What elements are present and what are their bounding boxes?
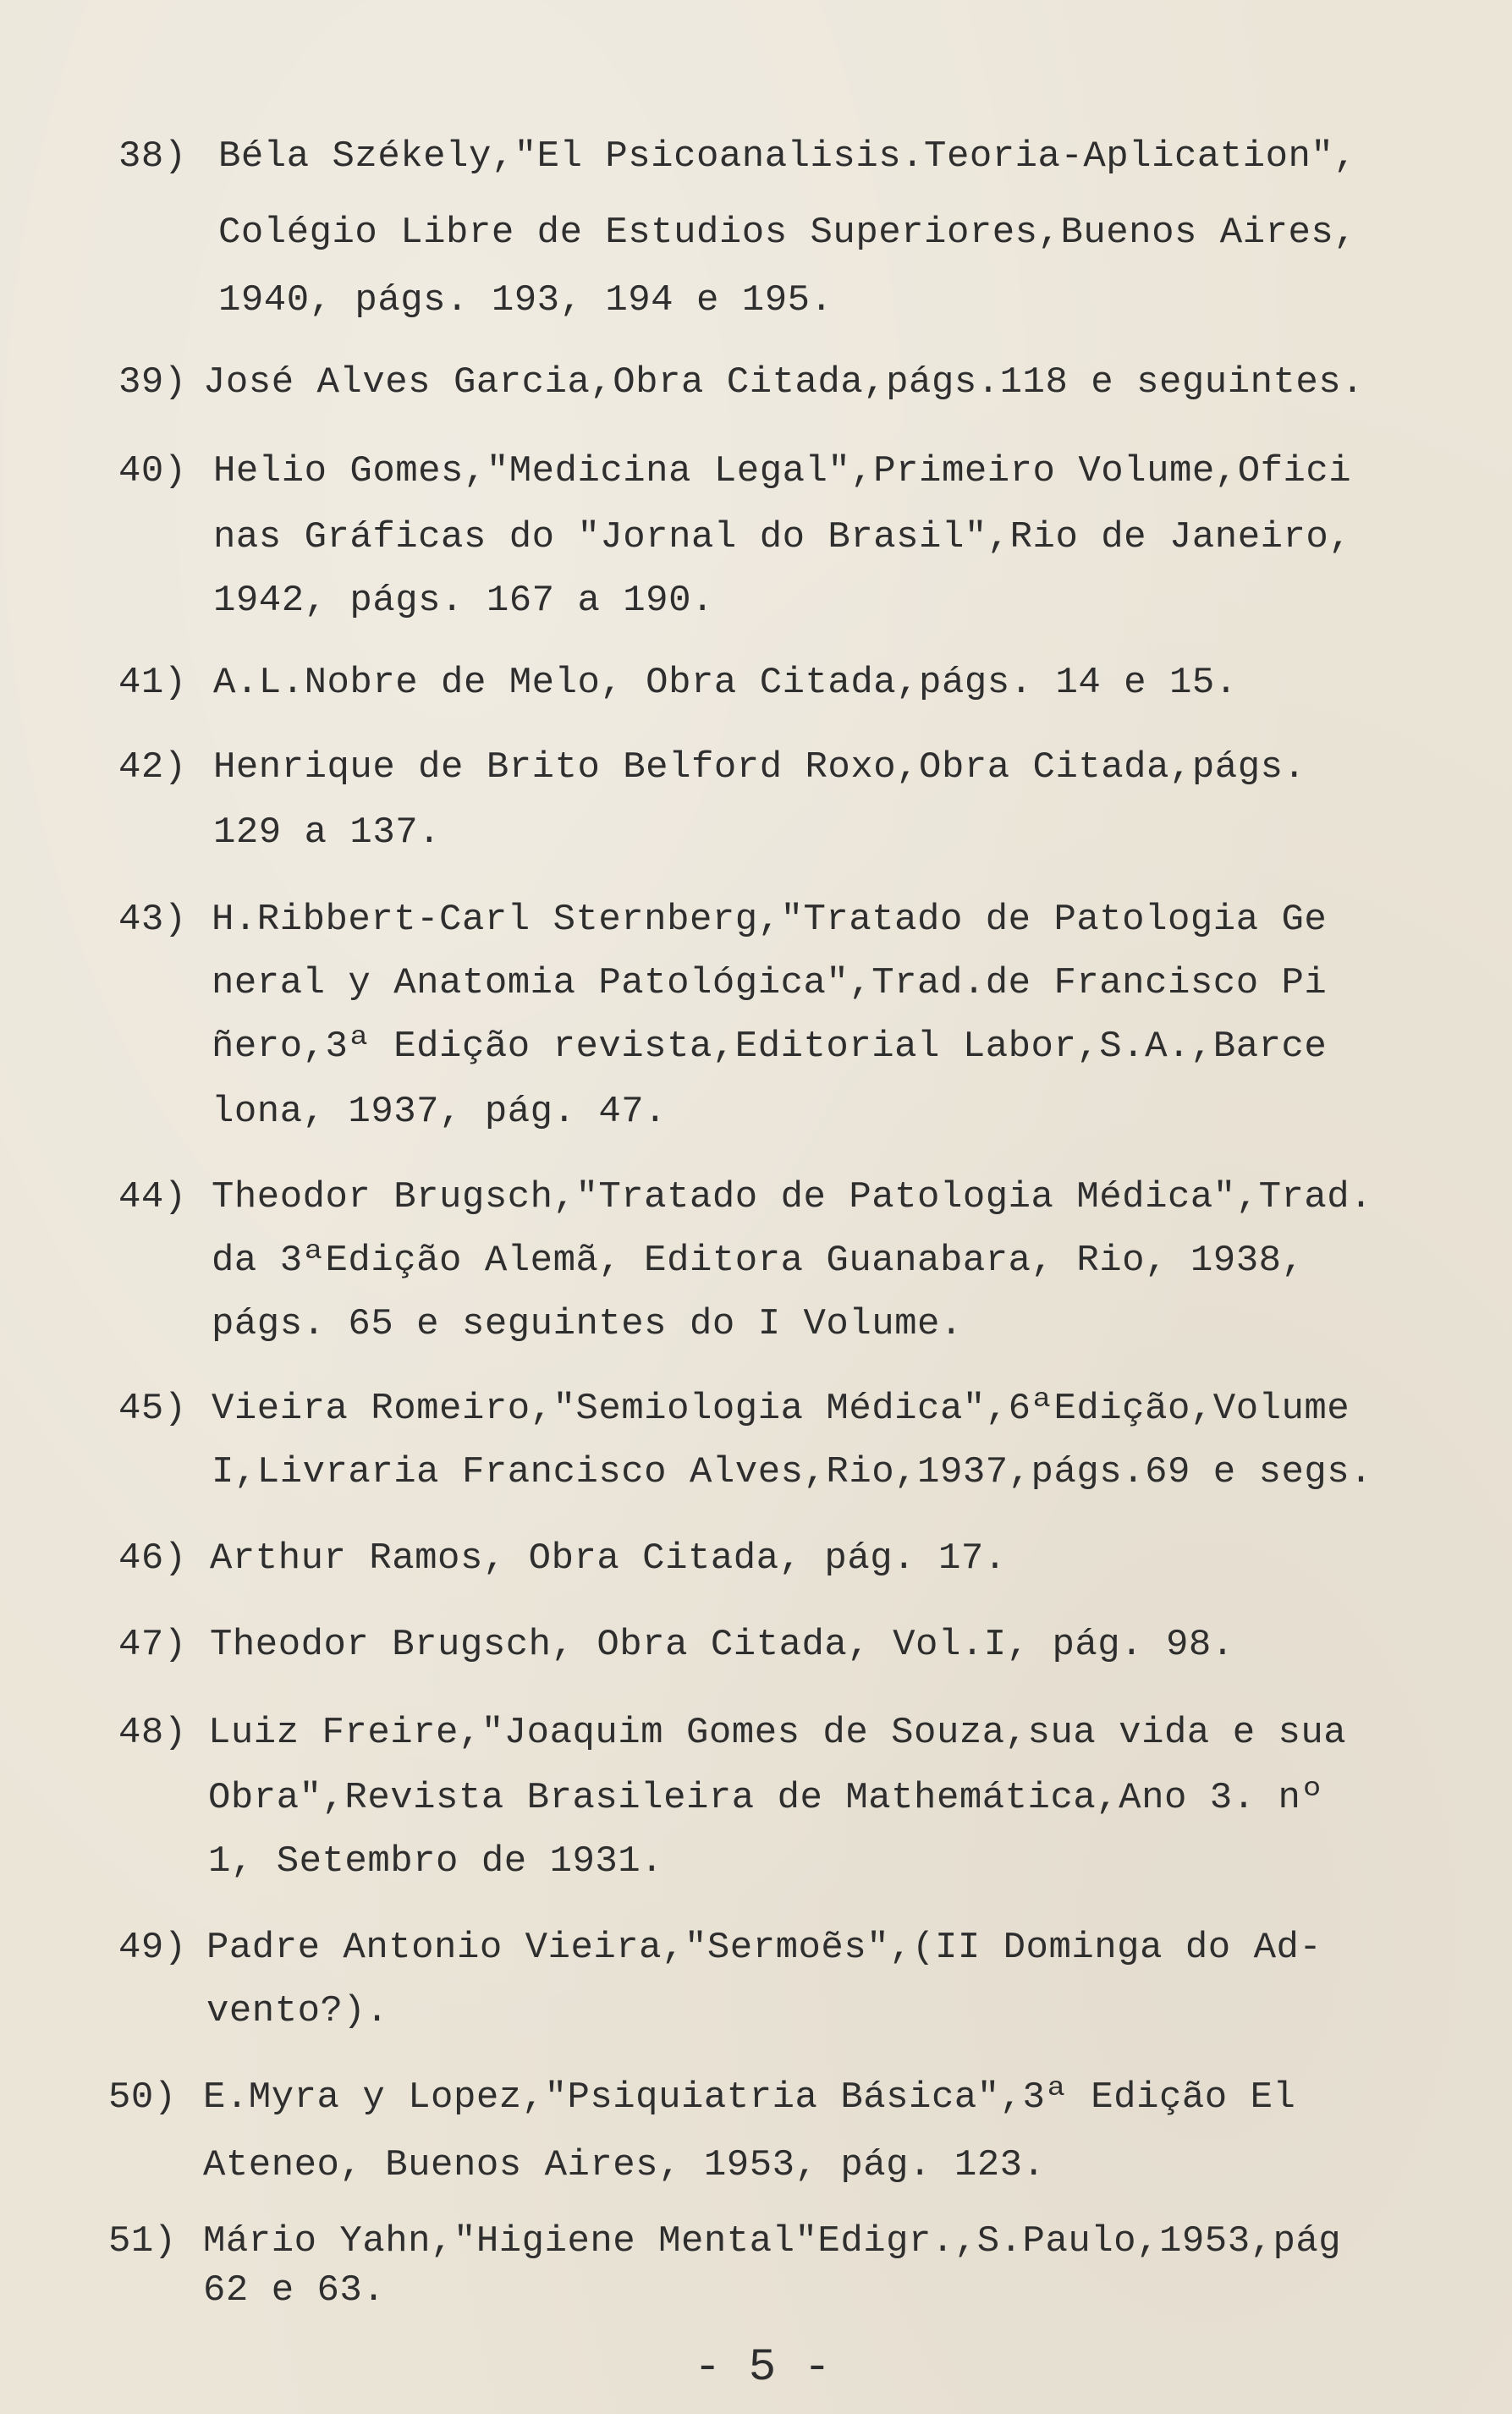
note-number: 49): [118, 1927, 187, 1969]
note-line: nas Gráficas do "Jornal do Brasil",Rio de Janeiro,: [213, 516, 1352, 558]
note-line: José Alves Garcia,Obra Citada,págs.118 e seguintes.: [203, 361, 1365, 404]
note-number: 47): [118, 1624, 187, 1666]
note-line: lona, 1937, pág. 47.: [212, 1091, 668, 1133]
note-line: Henrique de Brito Belford Roxo,Obra Citada,págs.: [213, 746, 1306, 789]
note-line: neral y Anatomia Patológica",Trad.de Francisco Pi: [212, 962, 1328, 1004]
note-line: da 3ªEdição Alemã, Editora Guanabara, Rio, 1938,: [212, 1240, 1305, 1282]
note-number: 42): [118, 746, 187, 789]
note-number: 40): [118, 450, 187, 492]
note-line: ñero,3ª Edição revista,Editorial Labor,S.A.,Barce: [212, 1026, 1328, 1068]
note-line: págs. 65 e seguintes do I Volume.: [212, 1303, 963, 1345]
note-line: vento?).: [206, 1990, 389, 2032]
note-number: 38): [118, 135, 187, 178]
note-line: I,Livraria Francisco Alves,Rio,1937,págs.69 e segs.: [212, 1451, 1373, 1493]
note-line: Padre Antonio Vieira,"Sermoẽs",(II Dominga do Ad-: [206, 1927, 1322, 1969]
note-line: Arthur Ramos, Obra Citada, pág. 17.: [210, 1537, 1007, 1580]
note-line: 1, Setembro de 1931.: [208, 1840, 664, 1883]
note-line: 1940, págs. 193, 194 e 195.: [218, 279, 833, 322]
note-line: Theodor Brugsch,"Tratado de Patologia Médica",Trad.: [212, 1176, 1373, 1218]
note-line: Obra",Revista Brasileira de Mathemática,Ano 3. nº: [208, 1777, 1324, 1819]
note-line: E.Myra y Lopez,"Psiquiatria Básica",3ª Edição El: [203, 2076, 1296, 2119]
note-number: 45): [118, 1388, 187, 1430]
note-line: Colégio Libre de Estudios Superiores,Buenos Aires,: [218, 212, 1357, 254]
note-number: 46): [118, 1537, 187, 1580]
note-line: Helio Gomes,"Medicina Legal",Primeiro Volume,Ofici: [213, 450, 1352, 492]
note-line: Béla Székely,"El Psicoanalisis.Teoria-Aplication",: [218, 135, 1357, 178]
note-line: Mário Yahn,"Higiene Mental"Edigr.,S.Paulo,1953,pág: [203, 2220, 1342, 2263]
note-number: 50): [108, 2076, 177, 2119]
note-number: 51): [108, 2220, 177, 2263]
note-line: 62 e 63.: [203, 2269, 386, 2312]
page-number: - 5 -: [694, 2342, 832, 2394]
note-line: Theodor Brugsch, Obra Citada, Vol.I, pág. 98.: [210, 1624, 1234, 1666]
note-number: 48): [118, 1712, 187, 1754]
note-number: 39): [118, 361, 187, 404]
note-line: Vieira Romeiro,"Semiologia Médica",6ªEdição,Volume: [212, 1388, 1350, 1430]
note-number: 44): [118, 1176, 187, 1218]
note-line: A.L.Nobre de Melo, Obra Citada,págs. 14 e 15.: [213, 662, 1238, 704]
note-number: 43): [118, 899, 187, 941]
note-line: H.Ribbert-Carl Sternberg,"Tratado de Patologia Ge: [212, 899, 1328, 941]
note-line: 1942, págs. 167 a 190.: [213, 580, 714, 622]
note-number: 41): [118, 662, 187, 704]
note-line: Ateneo, Buenos Aires, 1953, pág. 123.: [203, 2144, 1046, 2186]
note-line: 129 a 137.: [213, 811, 442, 854]
note-line: Luiz Freire,"Joaquim Gomes de Souza,sua vida e sua: [208, 1712, 1347, 1754]
